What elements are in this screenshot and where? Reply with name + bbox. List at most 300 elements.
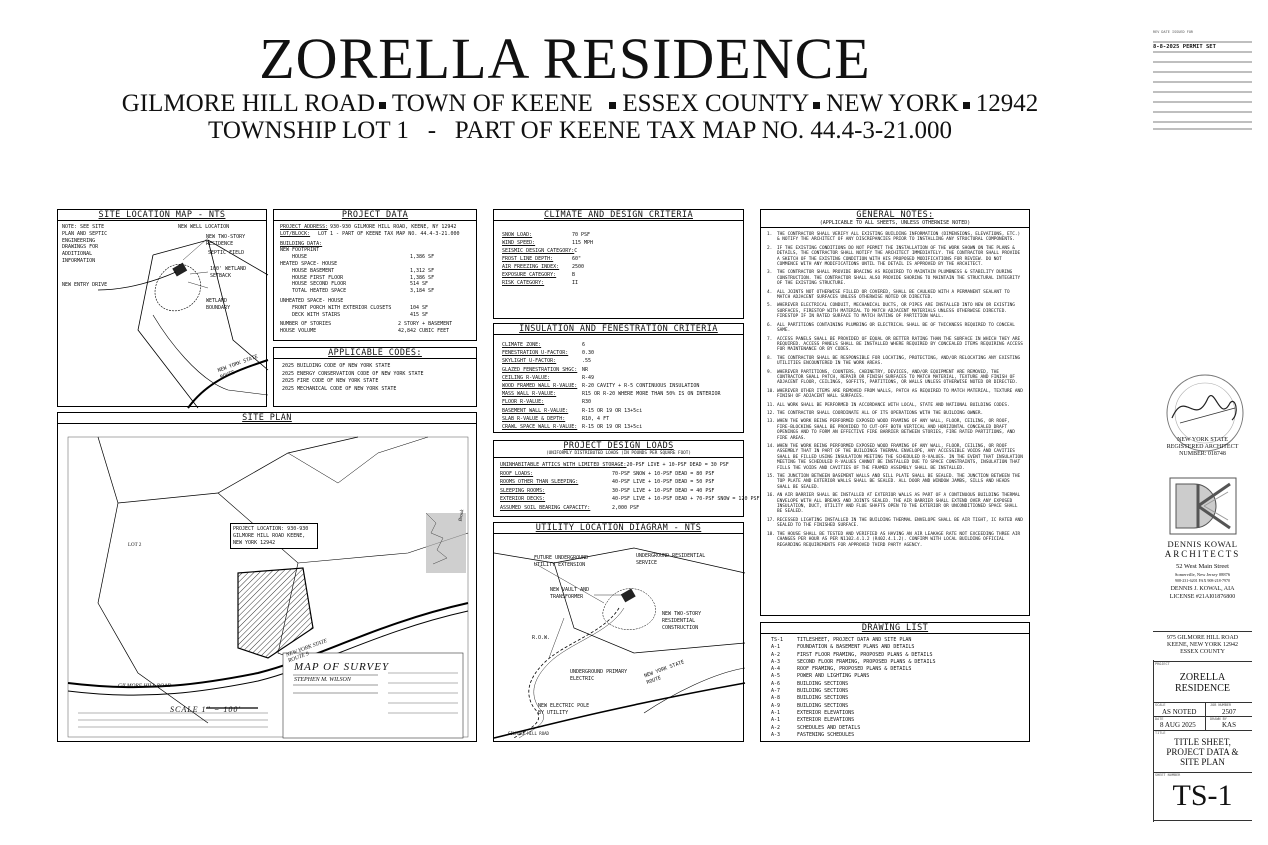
climate-row-key: SNOW LOAD: [502,232,533,238]
label-septic: SEPTIC FIELD [208,250,245,256]
general-note-text: THE CONTRACTOR SHALL BE RESPONSIBLE FOR LOCATING, PROTECTING, AND/OR RELOCATING ANY EXISTING UTILITIES ENCOUNTERED IN THE WORK AREAS. [777,355,1021,367]
label-setback: 100' WETLAND SETBACK [210,266,247,279]
project-address-2: KEENE, NEW YORK 12942 [1167,642,1238,648]
general-note-text: ALL JOINTS NOT OTHERWISE FILLED OR COVERED, SHALL BE CAULKED WITH A PERMANENT SEALANT TO MATCH ADJACENT SURFACES UNLESS OTHERWISE NOTED OR DIRECTED. [777,289,1010,301]
sheet-title: ZORELLA RESIDENCE [259,26,871,91]
climate-row [502,279,735,287]
project-address-1: 975 GILMORE HILL ROAD [1166,635,1239,641]
drawing-description: BUILDING SECTIONS [797,702,849,709]
load-row-key: EXTERIOR DECKS: [500,496,546,503]
unheated-row-value: 415 SF [410,311,429,318]
insulation-row-value: R10, 4 FT [582,415,610,422]
insulation-row-key: GLAZED FENESTRATION SHGC: [502,366,578,373]
insulation-row-value: R-20 CAVITY + R-5 CONTINUOUS INSULATION [582,383,700,390]
insulation-row-value: R15 OR R-20 WHERE MORE THAN 50% IS ON INTERIOR [582,391,721,398]
volume-value: 42,842 CUBIC FEET [398,328,450,335]
unheated-row [280,305,470,312]
general-note-text: THE CONTRACTOR SHALL PROVIDE BRACING AS REQUIRED TO MAINTAIN PLUMBNESS & STABILITY DURING CONSTRUCTION. THE CONTRACTOR SHALL ALSO PROVIDE SHORING TO MAINTAIN THE STRUCTURAL INTEGRITY OF THE EXISTING STRUCTURE. [777,270,1021,287]
general-note-number: 16. [767,493,775,499]
insulation-row [502,423,735,431]
sheet-title-2: PROJECT DATA & [1166,747,1239,757]
heated-row-value: 1,312 SF [410,267,435,274]
heated-row-key: TOTAL HEATED SPACE [292,288,347,295]
lot-dash: - [427,117,437,144]
sheet-title-label: TITLE [1155,731,1166,735]
unheated-row-key: FRONT PORCH WITH EXTERIOR CLOSETS [292,304,392,311]
title-block-divider [1153,730,1252,731]
separator-square-icon [379,102,386,109]
drawing-code: A-4 [771,666,781,673]
drawing-list-title: DRAWING LIST [761,623,1029,634]
general-note-number: 15. [767,474,775,480]
insulation-row-key: SLAB R-VALUE & DEPTH: [502,415,566,422]
climate-row [502,271,735,279]
drawing-list-panel [760,622,1030,742]
firm-name: DENNIS KOWAL [1167,539,1238,549]
design-loads-subtitle: (UNIFORMLY DISTRIBUTED LOADS (IN POUNDS PER SQUARE FOOT) [494,451,743,458]
project-name-2: RESIDENCE [1175,683,1230,694]
address-town: TOWN OF KEENE [391,90,593,117]
project-address: 930-930 GILMORE HILL ROAD, KEENE, NY 12942 [330,224,457,230]
drawing-description: BUILDING SECTIONS [797,695,849,702]
drawing-description: FOUNDATION & BASEMENT PLANS AND DETAILS [797,644,915,651]
general-note-number: 12. [767,410,775,416]
insulation-row [502,366,735,374]
lot-label: LOT/BLOCK: [280,230,311,237]
insulation-row [502,415,735,423]
general-note-number: 5. [767,303,773,309]
firm-city: Somerville, New Jersey 08876 [1174,572,1231,577]
load-row-key: ASSUMED SOIL BEARING CAPACITY: [500,504,591,511]
insulation-row-key: BASEMENT WALL R-VALUE: [502,407,569,414]
climate-row-value: 60" [572,256,582,262]
heated-row-key: HOUSE FIRST FLOOR [292,274,344,281]
climate-row-key: RISK CATEGORY: [502,280,545,286]
project-name-1: ZORELLA [1179,672,1226,683]
heated-rows [280,268,470,295]
general-note [767,411,1023,416]
insulation-row-value: R-15 OR 19 OR 13+5ci [582,407,643,414]
drawing-code: A-2 [771,651,781,658]
general-note [767,532,1023,548]
address-line [0,90,1160,118]
code-item: 2025 FIRE CODE OF NEW YORK STATE [282,378,379,384]
general-note-text: WHEREVER PARTITIONS, COUNTERS, CABINETRY, DEVICES, AND/OR EQUIPMENT ARE REMOVED, THE CONTRACTOR SHALL PATCH, REPAIR OR FINISH SURFACES TO MATCH MATERIAL, TEXTURE AND FINISH OF ADJACENT FLOOR, CEILINGS, SOFFITS, PARTITIONS, OR WALLS UNLESS OTHERWISE NOTED OR DIRECTED. [777,369,1018,386]
insulation-rows [494,335,743,437]
drawing-description: POWER AND LIGHTING PLANS [797,673,870,680]
general-note-number: 1. [767,232,773,237]
drawing-description: BUILDING SECTIONS [797,688,849,695]
survey-by: STEPHEN M. WILSON [294,677,351,683]
seal-state: NEW YORK STATE [1177,437,1228,443]
site-plan-route: NEW YORK STATE ROUTE 9 [285,638,329,665]
revision-header: REV DATE ISSUED FOR [1153,30,1194,34]
insulation-criteria-panel [493,323,744,433]
general-notes-title: GENERAL NOTES: [856,210,934,220]
drawing-list-item [771,681,1019,688]
insulation-row [502,349,735,357]
revision-entry: 8-8-2025 PERMIT SET [1153,44,1216,50]
label-new-residence: NEW TWO-STORY RESIDENCE [206,234,246,247]
applicable-codes-panel [273,347,477,407]
label-vault: NEW VAULT AND TRANSFORMER [550,587,590,600]
applicable-codes-title: APPLICABLE CODES: [274,348,476,359]
insulation-row-value: R30 [582,399,592,406]
climate-row-value: 115 MPH [572,240,594,246]
location-note: NOTE: SEE SITE PLAN AND SEPTIC ENGINEERING DRAWINGS FOR ADDITIONAL INFORMATION [62,224,108,264]
general-note-text: ACCESS PANELS SHALL BE PROVIDED OF EQUAL OR BETTER RATING THAN THE SURFACE IN WHICH THEY ARE REQUIRED. ACCESS PANELS SHALL BE INSTALLED WHERE REQUIRED BY CONCEALED ITEMS REQUIRING ACCESS FOR MAINTENANCE OR BY CODES. [777,336,1023,353]
drawn-value: KAS [1222,721,1237,729]
sheet-number-label: SHEET NUMBER [1155,773,1181,777]
climate-row-value: 70 PSF [572,232,591,238]
general-note-number: 3. [767,270,773,276]
insulation-row-value: .55 [582,358,592,365]
insulation-row-key: SKYLIGHT U-FACTOR: [502,358,557,365]
unheated-rows [280,305,470,319]
project-data-panel [273,209,477,341]
address-state: NEW YORK [826,90,959,117]
label-new-residence: NEW TWO-STORY RESIDENTIAL CONSTRUCTION [662,611,702,631]
label-road: GILMORE HILL ROAD [508,731,549,736]
site-plan-brook: Brook [458,509,466,522]
revision-block [1153,30,1252,130]
code-item: 2025 ENERGY CONSERVATION CODE OF NEW YORK STATE [282,370,424,377]
scale-value: AS NOTED [1162,708,1197,716]
unheated-row [280,312,470,319]
site-plan-title: SITE PLAN [58,413,476,424]
site-location-map-title: SITE LOCATION MAP - NTS [58,210,266,221]
general-note-number: 17. [767,517,775,523]
architect-name: DENNIS J. KOWAL, AIA [1170,586,1235,592]
load-row [500,504,737,513]
insulation-row [502,357,735,365]
unheated-row-key: DECK WITH STAIRS [292,311,341,318]
general-note-text: THE CONTRACTOR SHALL VERIFY ALL EXISTING BUILDING INFORMATION (DIMENSIONS, ELEVATIONS, ETC.) & NOTIFY THE ARCHITECT OF ANY DISCREPANCIES PRIOR TO INSTALLING ANY STRUCTURAL COMPONENTS. [777,232,1021,243]
load-row [500,478,737,487]
insulation-title: INSULATION AND FENESTRATION CRITERIA [494,324,743,335]
address-label: PROJECT ADDRESS: [280,224,329,230]
drawing-list-item [771,637,1019,644]
load-row [500,495,760,504]
heated-row-key: HOUSE SECOND FLOOR [292,281,347,288]
project-county: ESSEX COUNTY [1180,649,1225,655]
general-note-text: WHEREVER OTHER ITEMS ARE REMOVED FROM WALLS, PATCH AS REQUIRED TO MATCH MATERIAL, TEXTURE AND FINISH OF ADJACENT WALL SURFACES. [777,388,1023,400]
general-note [767,232,1023,243]
load-row-value: 40-PSF LIVE + 10-PSF DEAD + 70-PSF SNOW = 120 PSF [612,496,760,503]
general-note [767,337,1023,353]
project-data-title: PROJECT DATA [274,210,476,221]
general-note-number: 10. [767,388,775,394]
load-row-value: 20-PSF LIVE + 10-PSF DEAD = 30 PSF [626,462,729,468]
drawing-code: A-1 [771,644,781,651]
code-item: 2025 BUILDING CODE OF NEW YORK STATE [282,363,391,369]
building-data-heading: BUILDING DATA: [280,240,323,247]
insulation-row-value: 6 [582,342,586,348]
address-zip: 12942 [975,90,1039,117]
drawing-code: A-3 [771,658,781,665]
load-row-key: SLEEPING ROOMS: [500,487,546,494]
title-block-divider [1153,631,1252,632]
stories-label: NUMBER OF STORIES [280,321,332,328]
drawing-list [761,634,1029,742]
general-note-number: 7. [767,336,773,342]
general-note [767,246,1023,268]
heated-row [280,288,470,295]
climate-row-value: II [572,280,579,286]
climate-row-key: SEISMIC DESIGN CATEGORY: [502,248,575,254]
climate-rows [494,221,743,297]
drawing-code: TS-1 [771,637,784,643]
insulation-row-key: MASS WALL R-VALUE: [502,391,557,398]
general-note-number: 6. [767,322,773,328]
general-note-text: ALL WORK SHALL BE PERFORMED IN ACCORDANCE WITH LOCAL, STATE AND NATIONAL BUILDING CODES. [777,402,1010,408]
lot-line [0,117,1160,145]
insulation-row-value: 0.30 [582,350,595,357]
project-label: PROJECT [1155,662,1170,666]
insulation-row [502,390,735,398]
drawing-description: FASTENING SCHEDULES [797,731,855,738]
load-row-key: ROOMS OTHER THAN SLEEPING: [500,479,579,486]
date-label: DATE [1155,717,1164,721]
load-row-key: UNINHABITABLE ATTICS WITH LIMITED STORAGE: [500,462,627,468]
drawing-list-item [771,717,1019,724]
general-note-number: 13. [767,419,775,425]
climate-row [502,255,735,263]
loads-rows [494,458,760,516]
label-new-well: NEW WELL LOCATION [178,224,230,230]
job-label: JOB NUMBER [1210,703,1232,707]
general-note-text: THE CONTRACTOR SHALL COORDINATE ALL OF ITS OPERATIONS WITH THE BUILDING OWNER. [777,410,984,416]
climate-row [502,263,735,271]
general-note [767,356,1023,367]
general-note-number: 2. [767,245,773,251]
scale-label: SCALE [1155,703,1166,707]
general-note-text: AN AIR BARRIER SHALL BE INSTALLED AT EXTERIOR WALLS AS PART OF A CONTINUOUS BUILDING THERMAL ENVELOPE WITH ALL BREAKS AND JOINTS SEALED. THE AIR BARRIER SHALL EXTEND OVER ANY EXPOSED INSULATION, DUCT, UTILITY AND FLUE SHAFTS OPEN TO THE EXTERIOR OR UNCONDITIONED SPACE SHALL BE SEALED. [777,493,1021,515]
site-plan-road: GILMORE HILL ROAD [118,683,172,689]
sheet-title-3: SITE PLAN [1180,757,1225,767]
design-loads-title: PROJECT DESIGN LOADS [563,441,674,451]
general-note-text: RECESSED LIGHTING INSTALLED IN THE BUILDING THERMAL ENVELOPE SHALL BE AIR TIGHT, IC RATED AND SEALED TO THE FINISHED SURFACE. [777,517,1023,529]
general-note-number: 9. [767,369,773,375]
insulation-row [502,398,735,406]
stories-value: 2 STORY + BASEMENT [398,321,453,328]
insulation-row [502,374,735,382]
heated-row-value: 3,184 SF [410,288,435,295]
title-block-divider [1205,702,1206,730]
general-note [767,323,1023,334]
separator-square-icon [609,102,616,109]
drawing-code: A-6 [771,680,781,687]
drawing-code: A-2 [771,724,781,731]
general-note-text: THE HOUSE SHALL BE TESTED AND VERIFIED AS HAVING AN AIR LEAKAGE RATE NOT EXCEEDING THREE AIR CHANGES PER HOUR AS PER N1102.4.1.2 (R402.4.1.2). CONFIRM WITH LOCAL BUILDING OFFICIAL REGARDING REQUIREMENTS FOR APPROVED THIRD PARTY AGENCY. [777,531,1021,548]
label-underground-service: UNDERGROUND RESIDENTIAL SERVICE [636,553,706,566]
unheated-row-value: 104 SF [410,304,429,311]
climate-row [502,239,735,247]
date-value: 8 AUG 2025 [1160,721,1196,729]
climate-row-value: B [572,272,576,278]
drawing-description: SCHEDULES AND DETAILS [797,724,861,731]
firm-subtitle: ARCHITECTS [1164,549,1241,559]
general-note-number: 4. [767,289,773,295]
insulation-row-value: R-49 [582,374,595,381]
drawing-list-item [771,732,1019,739]
general-note-text: IF THE EXISTING CONDITIONS DO NOT PERMIT THE INSTALLATION OF THE WORK SHOWN ON THE PLANS & DETAILS, THE CONTRACTOR SHALL NOTIFY THE ARCHITECT IMMEDIATELY. THE CONTRACTOR SHALL PROVIDE A SKETCH OF THE EXISTING CONDITION WITH HIS PROPOSED MODIFICATIONS FOR REVIEW. DO NOT COMMENCE WITH ANY MODIFICATIONS UNTIL THE DETAIL IS APPROVED BY THE ARCHITECT. [777,245,1021,268]
label-entry-drive: NEW ENTRY DRIVE [62,282,108,288]
general-note-number: 11. [767,402,775,408]
general-note [767,518,1023,529]
sheet-title-1: TITLE SHEET, [1174,737,1231,747]
drawing-list-item [771,644,1019,651]
general-note [767,370,1023,386]
drawing-description: EXTERIOR ELEVATIONS [797,717,855,724]
utility-title: UTILITY LOCATION DIAGRAM - NTS [494,523,743,534]
load-row-value: 30-PSF LIVE + 10-PSF DEAD = 40 PSF [612,487,715,494]
drawing-code: A-8 [771,695,781,702]
volume-label: HOUSE VOLUME [280,328,317,335]
design-loads-panel [493,440,760,517]
insulation-row-key: CRAWL SPACE WALL R-VALUE: [502,424,578,431]
general-note-text: THE JUNCTION BETWEEN BASEMENT WALLS AND SILL PLATE SHALL BE SEALED. THE JUNCTION BETWEEN THE TOP PLATE AND EXTERIOR WALLS SHALL BE SEALED. ALL DOOR AND WINDOW JAMBS, SILLS AND HEADS SHALL BE SEALED. [777,474,1021,490]
codes-list [274,359,476,397]
label-wetland-boundary: WETLAND BOUNDARY [206,298,231,311]
seal-registered: REGISTERED ARCHITECT [1166,444,1239,450]
label-future-utility: FUTURE UNDERGROUND UTILITY EXTENSION [534,555,589,568]
general-note [767,403,1023,408]
title-block-divider [1153,702,1252,703]
general-note [767,493,1023,515]
climate-row-value: 2500 [572,264,585,270]
general-note-number: 8. [767,355,773,361]
climate-row-key: EXPOSURE CATEGORY: [502,272,557,278]
insulation-row-key: CEILING R-VALUE: [502,374,551,381]
general-notes-subtitle: (APPLICABLE TO ALL SHEETS, UNLESS OTHERWISE NOTED) [761,220,1029,228]
general-note-number: 18. [767,531,775,537]
drawing-code: A-1 [771,709,781,716]
township-lot: TOWNSHIP LOT 1 [208,117,409,144]
general-note-number: 14. [767,444,775,449]
drawing-description: BUILDING SECTIONS [797,680,849,687]
load-row-value: 2,000 PSF [612,504,640,511]
drawing-description: EXTERIOR ELEVATIONS [797,709,855,716]
label-route: NEW YORK STATE ROUTE [217,353,259,381]
job-number: 2507 [1222,708,1236,716]
project-location-callout: PROJECT LOCATION: 930-930 GILMORE HILL ROAD KEENE, NEW YORK 12942 [230,523,318,549]
general-note [767,444,1023,471]
insulation-row-key: CLIMATE ZONE: [502,342,542,348]
label-electric-pole: NEW ELECTRIC POLE BY UTILITY [538,703,590,716]
general-note [767,270,1023,286]
title-block-divider [1153,716,1252,717]
footprint-rows [280,254,470,261]
drawing-list-item [771,673,1019,680]
code-item: 2025 MECHANICAL CODE OF NEW YORK STATE [282,385,397,392]
climate-row-key: AIR FREEZING INDEX: [502,264,560,270]
drawing-code: A-3 [771,731,781,738]
climate-row-key: WIND SPEED: [502,240,536,246]
drawing-list-item [771,666,1019,673]
lot-value: LOT 1 - PART OF KEENE TAX MAP NO. 44.4-3-21.000 [318,230,460,237]
drawing-list-item [771,710,1019,717]
drawing-code: A-5 [771,673,781,680]
general-note-text: WHEN THE WORK BEING PERFORMED EXPOSED WOOD FRAMING OF ANY WALL, FLOOR, CEILING, OR ROOF ASSEMBLY THAT IN PART OF THE BUILDINGS THERMAL ENVELOPE, ANY ACCESSIBLE VOIDS AND CAVITIES SHALL BE FILLED USING INSULATION MEETING THE SCHEDULED R-VALUES. IN THE EVENT THAT INSULATION MEETING THE SCHEDULED R-VALUES CANNOT BE INSTALLED DUE TO SPACE CONSTRAINTS, INSULATION THAT FILLS THE VOIDS AND CAVITIES OF THE FRAMED ASSEMBLY SHALL BE INSTALLED. [777,444,1023,471]
load-row [500,470,737,479]
insulation-row-key: FENESTRATION U-FACTOR: [502,350,569,357]
drawing-description: TITLESHEET, PROJECT DATA AND SITE PLAN [797,637,912,643]
general-note [767,389,1023,400]
site-plan-scale: SCALE 1" = 100' [170,705,242,714]
insulation-row [502,382,735,390]
firm-phone: 908-231-6201 FAX 908-218-7970 [1174,578,1231,583]
utility-diagram-panel [493,522,744,742]
drawing-description: FIRST FLOOR FRAMING, PROPOSED PLANS & DETAILS [797,651,933,658]
drawing-list-item [771,725,1019,732]
unheated-heading: UNHEATED SPACE- HOUSE [280,297,344,304]
heated-row-value: 1,386 SF [410,274,435,281]
revision-lines [1153,30,1252,130]
tax-map: PART OF KEENE TAX MAP NO. 44.4-3-21.000 [454,117,952,144]
heated-heading: HEATED SPACE- HOUSE [280,260,338,267]
drawing-list-item [771,659,1019,666]
site-plan-drawing [58,423,478,743]
drawing-list-item [771,695,1019,702]
insulation-row-value: R-15 OR 19 OR 13+5ci [582,424,643,431]
general-notes-panel [760,209,1030,616]
general-note-text: WHEN THE WORK BEING PERFORMED EXPOSED WOOD FRAMING OF ANY WALL, FLOOR, CEILING, OR ROOF, FIRE-BLOCKING SHALL BE PROVIDED TO CUT-OFF BOTH VERTICAL AND HORIZONTAL CONCEALED DRAFT OPENINGS AND TO FORM AN EFFECTIVE FIRE BARRIER BETWEEN STORIES, FIRE RATED PARTITIONS, AND FIRE AREAS. [777,419,1015,441]
climate-row [502,247,735,255]
sheet-number: TS-1 [1172,779,1233,812]
insulation-row [502,407,735,415]
load-row [500,461,737,470]
climate-row-value: C [574,248,578,254]
heated-row [280,275,470,282]
footprint-row [280,254,470,261]
general-note [767,290,1023,301]
architect-license: LICENSE #21AI01876800 [1169,594,1236,600]
heated-row-value: 514 SF [410,281,429,288]
load-row [500,487,737,496]
firm-street: 52 West Main Street [1176,563,1229,570]
load-row-value: 70-PSF SNOW + 10-PSF DEAD = 80 PSF [612,470,715,477]
general-note-text: WHEREVER ELECTRICAL CONDUIT, MECHANICAL DUCTS, OR PIPES ARE INSTALLED INTO NEW OR EXISTING SURFACES, FIRESTOP WITH MATERIAL TO MATCH ADJACENT MATERIALS UNLESS OTHERWISE DIRECTED. FIRESTOP IF IN RATED SURFACE TO MATCH RATING OF PARTITION WALL. [777,303,1015,320]
drawing-code: A-7 [771,688,781,695]
heated-row [280,281,470,288]
footprint-row-value: 1,386 SF [410,254,435,261]
load-row-value: 40-PSF LIVE + 10-PSF DEAD = 50 PSF [612,479,715,486]
heated-row-key: HOUSE BASEMENT [292,267,335,274]
site-location-map-panel [57,209,267,407]
drawing-description: ROOF FRAMING, PROPOSED PLANS & DETAILS [797,666,912,673]
general-note-text: ALL PARTITIONS CONTAINING PLUMBING OR ELECTRICAL SHALL BE OF THICKNESS REQUIRED TO CONCEAL SAME. [777,322,1015,334]
site-plan-lot2: LOT 2 [128,543,142,548]
label-route: NEW YORK STATE ROUTE [643,659,686,686]
title-block-divider [1153,820,1252,821]
climate-criteria-panel [493,209,744,319]
label-primary-electric: UNDERGROUND PRIMARY ELECTRIC [570,669,628,682]
climate-row [502,231,735,239]
insulation-row-value: NR [582,366,589,373]
drawing-list-item [771,703,1019,710]
separator-square-icon [813,102,820,109]
firm-logo-icon [1168,476,1238,536]
address-county: ESSEX COUNTY [622,90,810,117]
separator-square-icon [963,102,970,109]
climate-row-key: FROST LINE DEPTH: [502,256,554,262]
insulation-row-key: WOOD FRAMED WALL R-VALUE: [502,383,578,390]
label-row: R.O.W. [532,635,551,641]
general-note [767,419,1023,441]
footprint-heading: NEW FOOTPRINT [280,247,320,254]
survey-title: MAP OF SURVEY [294,661,390,673]
